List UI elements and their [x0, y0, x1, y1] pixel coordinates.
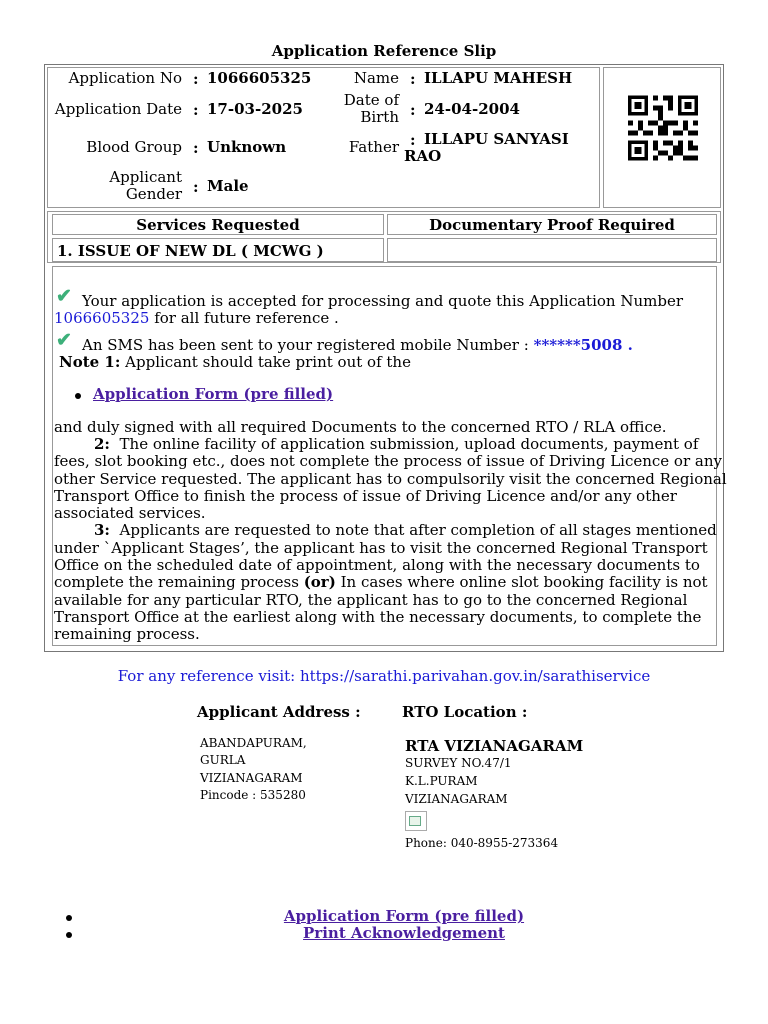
rto-location-heading: RTO Location :: [402, 703, 528, 721]
dob-label-line2: Birth: [360, 108, 399, 126]
note3-line2: under `Applicant Stages’, the applicant has to visit the concerned Regional Transport: [54, 539, 708, 557]
check-icon: ✔: [56, 329, 72, 351]
rto-line3: VIZIANAGARAM: [405, 792, 508, 806]
address-line3: VIZIANAGARAM: [200, 771, 303, 785]
gender-label-line1: Applicant: [109, 168, 182, 186]
colon: :: [193, 139, 199, 157]
accepted-message: Your application is accepted for processing and quote this Application Number: [82, 292, 683, 310]
future-reference-text: for all future reference .: [154, 309, 339, 327]
reference-url-text[interactable]: For any reference visit: https://sarathi.parivahan.gov.in/sarathiservice: [117, 667, 651, 685]
father-value-line1: ILLAPU SANYASI: [424, 130, 569, 148]
name-value: ILLAPU MAHESH: [424, 69, 573, 87]
rto-line1: SURVEY NO.47/1: [405, 756, 512, 770]
gender-label-line2: Gender: [125, 185, 182, 203]
note1-text: Applicant should take print out of the: [125, 353, 411, 371]
colon: :: [410, 70, 416, 88]
sms-message: An SMS has been sent to your registered mobile Number :: [82, 336, 529, 354]
check-icon: ✔: [56, 285, 72, 307]
note1-label: Note 1:: [59, 353, 121, 371]
colon: :: [193, 101, 199, 119]
colon: :: [193, 70, 199, 88]
note3-line4b: In cases where online slot booking facility is not: [340, 573, 708, 591]
application-date-label: Application Date: [54, 100, 182, 118]
note2-line2: fees, slot booking etc., does not complete the process of issue of Driving Licence or any: [54, 452, 722, 470]
note3-line7: remaining process.: [54, 625, 200, 643]
colon: :: [410, 131, 416, 149]
masked-mobile-number: ******5008 .: [533, 336, 633, 354]
documentary-proof-header: Documentary Proof Required: [429, 216, 675, 234]
footer-application-form-link[interactable]: Application Form (pre filled): [283, 907, 525, 925]
note2-label: 2:: [94, 435, 110, 453]
dob-value: 24-04-2004: [424, 100, 520, 118]
qr-code: [628, 95, 698, 161]
page-title: Application Reference Slip: [271, 42, 497, 60]
print-acknowledgement-link[interactable]: Print Acknowledgement: [303, 924, 505, 942]
blood-group-label: Blood Group: [86, 138, 182, 156]
note3-line4a: complete the remaining process: [54, 573, 299, 591]
proof-cell: [387, 238, 717, 262]
note2-line4: Transport Office to finish the process of issue of Driving Licence and/or any other: [54, 487, 677, 505]
note3-line6: Transport Office at the earliest along with the necessary documents, to complete the: [54, 608, 702, 626]
father-label: Father: [348, 138, 399, 156]
father-value-line2: RAO: [404, 147, 442, 165]
gender-value: Male: [207, 177, 249, 195]
note3-or: (or): [303, 573, 336, 591]
note3-line3: Office on the scheduled date of appointment, along with the necessary documents to: [54, 556, 700, 574]
note2-line5: associated services.: [54, 504, 206, 522]
note3-line5: available for any particular RTO, the applicant has to go to the concerned Regional: [54, 591, 688, 609]
service-row-1: 1. ISSUE OF NEW DL ( MCWG ): [57, 242, 324, 260]
blood-group-value: Unknown: [207, 138, 287, 156]
rto-phone: Phone: 040-8955-273364: [405, 836, 559, 850]
note2-line1: The online facility of application submission, upload documents, payment of: [119, 435, 699, 453]
services-requested-header: Services Requested: [136, 216, 300, 234]
application-number-ref: 1066605325: [54, 309, 150, 327]
name-label: Name: [353, 69, 399, 87]
colon: :: [410, 101, 416, 119]
address-line2: GURLA: [200, 753, 246, 767]
rto-name: RTA VIZIANAGARAM: [405, 737, 584, 755]
note2-line3: other Service requested. The applicant has to compulsorily visit the concerned Regional: [54, 470, 727, 488]
address-pincode: Pincode : 535280: [200, 788, 306, 802]
duly-signed-text: and duly signed with all required Documents to the concerned RTO / RLA office.: [54, 418, 667, 436]
dob-label-line1: Date of: [343, 91, 399, 109]
address-line1: ABANDAPURAM,: [200, 736, 307, 750]
application-no-label: Application No: [68, 69, 182, 87]
bullet: [75, 393, 81, 399]
application-no-value: 1066605325: [207, 69, 312, 87]
broken-image-icon: [405, 811, 427, 831]
note3-line1: Applicants are requested to note that after completion of all stages mentioned: [119, 521, 717, 539]
applicant-address-heading: Applicant Address :: [197, 703, 361, 721]
rto-line2: K.L.PURAM: [405, 774, 478, 788]
application-form-link[interactable]: Application Form (pre filled): [93, 385, 334, 403]
application-date-value: 17-03-2025: [207, 100, 303, 118]
note3-label: 3:: [94, 521, 110, 539]
colon: :: [193, 178, 199, 196]
